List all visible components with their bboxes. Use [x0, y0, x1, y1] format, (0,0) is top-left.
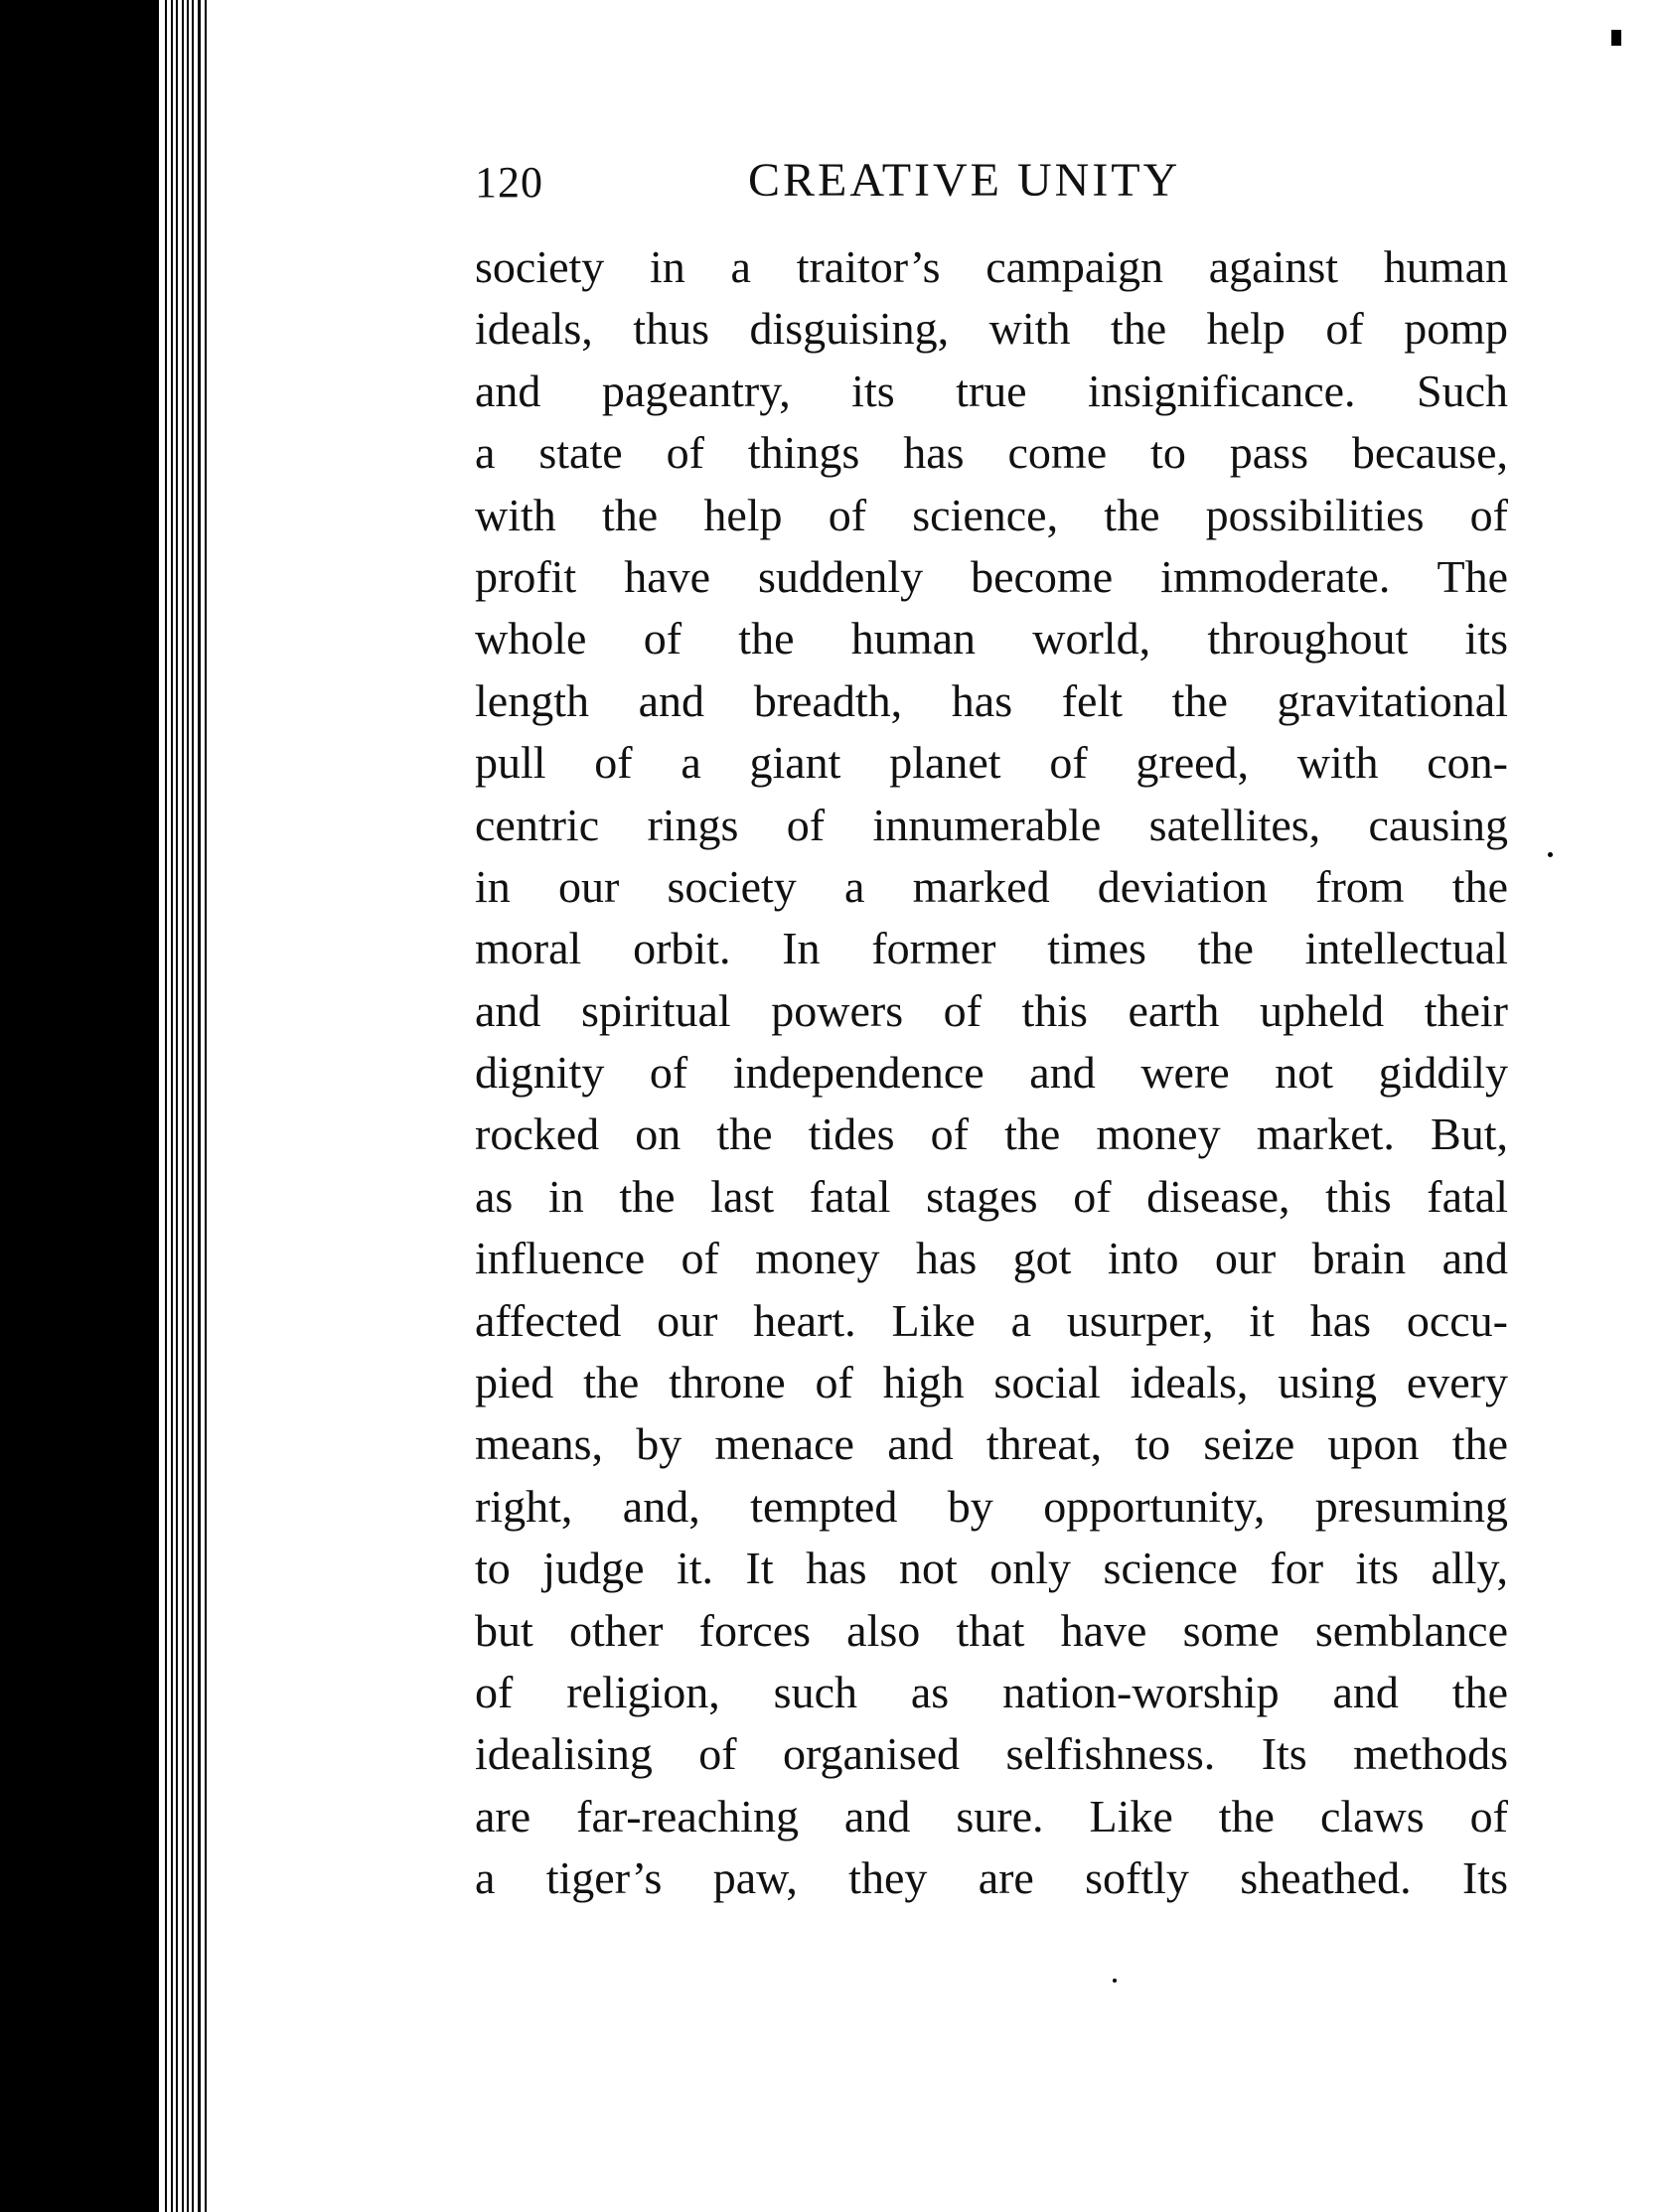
text-line: and pageantry, its true insignificance. Such: [475, 365, 1508, 416]
text-line: affected our heart. Like a usurper, it has occu-: [475, 1294, 1508, 1346]
text-line: are far-reaching and sure. Like the claws of: [475, 1790, 1508, 1842]
text-line: a state of things has come to pass because,: [475, 427, 1508, 479]
text-line: right, and, tempted by opportunity, presuming: [475, 1480, 1508, 1532]
text-line: of religion, such as nation-worship and the: [475, 1666, 1508, 1717]
text-line: to judge it. It has not only science for its ally,: [475, 1543, 1508, 1594]
text-line: ideals, thus disguising, with the help of pomp: [475, 303, 1508, 355]
page-edge-line: [182, 0, 184, 2212]
scan-speck: [1113, 1979, 1117, 1983]
text-line: moral orbit. In former times the intellectual: [475, 923, 1508, 974]
text-line: and spiritual powers of this earth upheld their: [475, 984, 1508, 1036]
page-edge-line: [205, 0, 207, 2212]
text-line: society in a traitor’s campaign against human: [475, 241, 1508, 292]
text-line: length and breadth, has felt the gravitational: [475, 674, 1508, 726]
page-number: 120: [475, 158, 543, 207]
text-line: rocked on the tides of the money market. But,: [475, 1108, 1508, 1160]
scan-speck: [1611, 30, 1621, 46]
text-line: as in the last fatal stages of disease, this fatal: [475, 1170, 1508, 1222]
body-text: [475, 236, 1508, 1910]
running-title: CREATIVE UNITY: [748, 154, 1181, 207]
text-line: pied the throne of high social ideals, using every: [475, 1357, 1508, 1408]
text-line: but other forces also that have some semblance: [475, 1604, 1508, 1656]
scan-gutter: [0, 0, 214, 2212]
page-edge-line: [198, 0, 201, 2212]
scan-speck: [1548, 852, 1553, 857]
page-edge-line: [187, 0, 189, 2212]
text-line: influence of money has got into our brain and: [475, 1233, 1508, 1284]
binding-shadow: [0, 0, 159, 2212]
text-line: whole of the human world, throughout its: [475, 613, 1508, 664]
text-line: with the help of science, the possibilities of: [475, 489, 1508, 540]
text-line: means, by menace and threat, to seize upon the: [475, 1418, 1508, 1470]
page-edge-line: [192, 0, 194, 2212]
text-line: profit have suddenly become immoderate. The: [475, 550, 1508, 602]
text-line: pull of a giant planet of greed, with con-: [475, 737, 1508, 789]
running-header: [475, 149, 1508, 228]
page-edge-line: [176, 0, 178, 2212]
text-line: a tiger’s paw, they are softly sheathed. Its: [475, 1852, 1508, 1904]
text-line: centric rings of innumerable satellites, causing: [475, 799, 1508, 850]
text-line: in our society a marked deviation from the: [475, 860, 1508, 912]
text-line: dignity of independence and were not giddily: [475, 1047, 1508, 1099]
page-edge-line: [171, 0, 173, 2212]
page-edge-line: [165, 0, 167, 2212]
text-line: idealising of organised selfishness. Its methods: [475, 1728, 1508, 1780]
